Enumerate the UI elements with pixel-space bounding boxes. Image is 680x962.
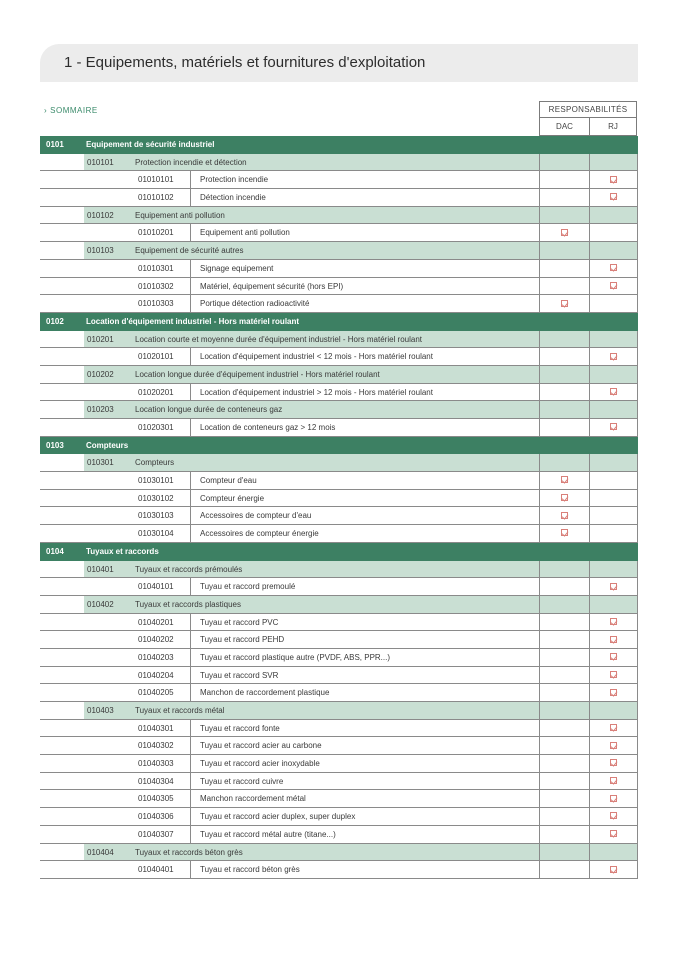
rj-cell [589, 171, 638, 188]
rj-cell [589, 561, 638, 578]
rj-cell [589, 507, 638, 524]
row-label: Tuyau et raccord PVC [200, 617, 279, 627]
checkbox-checked-icon [610, 724, 617, 731]
responsibilities-header [539, 101, 637, 136]
row-label: Location longue durée d'équipement industriel - Hors matériel roulant [135, 369, 380, 379]
row-code: 0104 [46, 546, 64, 556]
row-label: Signage equipement [200, 263, 274, 273]
rj-cell [589, 667, 638, 684]
page-title: 1 - Equipements, matériels et fournitures d'exploitation [64, 54, 426, 71]
rj-cell [589, 348, 638, 365]
row-label: Location d'équipement industriel > 12 mois - Hors matériel roulant [200, 387, 433, 397]
table-row-item [40, 631, 638, 649]
row-code: 010102 [87, 210, 114, 220]
table-row-item [40, 278, 638, 296]
row-label: Tuyaux et raccords métal [135, 706, 225, 715]
row-code: 010402 [87, 599, 114, 609]
column-divider [190, 278, 191, 295]
dac-cell [539, 207, 589, 224]
rj-cell [589, 490, 638, 507]
checkbox-checked-icon [610, 759, 617, 766]
table-row-section [40, 437, 638, 455]
checkbox-checked-icon [610, 636, 617, 643]
checkbox-checked-icon [561, 229, 568, 236]
row-code: 01010302 [138, 281, 174, 291]
rj-cell [589, 861, 638, 878]
checkbox-checked-icon [610, 742, 617, 749]
checkbox-checked-icon [610, 653, 617, 660]
row-label: Tuyau et raccord béton grès [200, 865, 300, 875]
table-row-subsection [40, 331, 638, 349]
row-code: 01040401 [138, 865, 174, 875]
column-divider [190, 861, 191, 878]
rj-cell [589, 295, 638, 312]
dac-cell [539, 525, 589, 542]
row-label: Tuyau et raccord acier duplex, super duplex [200, 812, 356, 822]
checkbox-checked-icon [561, 300, 568, 307]
checkbox-checked-icon [610, 689, 617, 696]
table-row-item [40, 808, 638, 826]
row-code: 01040302 [138, 741, 174, 751]
rj-cell [589, 472, 638, 489]
dac-cell [539, 295, 589, 312]
column-divider [190, 773, 191, 790]
rj-cell [589, 224, 638, 241]
row-code: 01020201 [138, 387, 174, 397]
row-label: Tuyau et raccord métal autre (titane...) [200, 829, 336, 839]
column-header-rj: RJ [589, 118, 637, 136]
dac-cell [539, 773, 589, 790]
row-code: 010201 [87, 334, 114, 344]
table-row-item [40, 384, 638, 402]
rj-cell [589, 684, 638, 701]
table-row-subsection [40, 702, 638, 720]
dac-cell [539, 189, 589, 206]
table-row-subsection [40, 844, 638, 862]
table-row-item [40, 773, 638, 791]
row-label: Accessoires de compteur d'eau [200, 511, 312, 521]
checkbox-checked-icon [610, 618, 617, 625]
dac-cell [539, 136, 589, 153]
dac-cell [539, 313, 589, 330]
dac-cell [539, 224, 589, 241]
column-divider [190, 790, 191, 807]
row-code: 01040204 [138, 670, 174, 680]
table-row-item [40, 720, 638, 738]
dac-cell [539, 348, 589, 365]
dac-cell [539, 278, 589, 295]
summary-link[interactable] [44, 106, 98, 115]
row-code: 01010201 [138, 228, 174, 238]
row-code: 01010102 [138, 193, 174, 203]
row-code: 01020101 [138, 352, 174, 362]
rj-cell [589, 702, 638, 719]
table-row-item [40, 472, 638, 490]
column-header-dac: DAC [539, 118, 590, 136]
row-code: 01040304 [138, 776, 174, 786]
row-code: 01040203 [138, 652, 174, 662]
checkbox-checked-icon [561, 512, 568, 519]
column-divider [190, 578, 191, 595]
table-row-subsection [40, 207, 638, 225]
column-divider [190, 826, 191, 843]
table-row-section [40, 313, 638, 331]
column-divider [190, 507, 191, 524]
dac-cell [539, 171, 589, 188]
table-row-item [40, 614, 638, 632]
table-row-item [40, 507, 638, 525]
table-row-item [40, 189, 638, 207]
dac-cell [539, 561, 589, 578]
row-label: Tuyau et raccord premoulé [200, 582, 296, 592]
checkbox-checked-icon [610, 388, 617, 395]
rj-cell [589, 631, 638, 648]
rj-cell [589, 596, 638, 613]
dac-cell [539, 614, 589, 631]
row-label: Protection incendie et détection [135, 157, 247, 167]
table-row-subsection [40, 401, 638, 419]
table-row-item [40, 260, 638, 278]
row-label: Location d'équipement industriel < 12 mois - Hors matériel roulant [200, 352, 433, 362]
rj-cell [589, 578, 638, 595]
checkbox-checked-icon [561, 529, 568, 536]
dac-cell [539, 454, 589, 471]
table-row-item [40, 578, 638, 596]
rj-cell [589, 313, 638, 330]
row-code: 010202 [87, 369, 114, 379]
checkbox-checked-icon [610, 795, 617, 802]
rj-cell [589, 278, 638, 295]
dac-cell [539, 490, 589, 507]
dac-cell [539, 596, 589, 613]
summary-label: SOMMAIRE [50, 106, 98, 115]
table-row-item [40, 737, 638, 755]
column-divider [190, 631, 191, 648]
checkbox-checked-icon [610, 671, 617, 678]
rj-cell [589, 454, 638, 471]
rj-cell [589, 773, 638, 790]
table-row-subsection [40, 596, 638, 614]
column-divider [190, 171, 191, 188]
row-code: 01040202 [138, 635, 174, 645]
rj-cell [589, 189, 638, 206]
dac-cell [539, 702, 589, 719]
row-label: Tuyau et raccord PEHD [200, 635, 285, 645]
rj-cell [589, 366, 638, 383]
table-row-item [40, 224, 638, 242]
row-code: 0101 [46, 140, 64, 149]
table-row-item [40, 861, 638, 879]
table-row-item [40, 171, 638, 189]
row-label: Tuyau et raccord acier au carbone [200, 741, 322, 751]
column-divider [190, 490, 191, 507]
row-code: 010404 [87, 847, 114, 857]
dac-cell [539, 667, 589, 684]
table-row-item [40, 348, 638, 366]
dac-cell [539, 242, 589, 259]
rj-cell [589, 808, 638, 825]
dac-cell [539, 826, 589, 843]
row-code: 01030102 [138, 493, 174, 503]
column-divider [190, 295, 191, 312]
row-label: Manchon de raccordement plastique [200, 688, 330, 698]
column-divider [190, 348, 191, 365]
dac-cell [539, 631, 589, 648]
row-code: 01040205 [138, 688, 174, 698]
table-row-item [40, 649, 638, 667]
row-label: Location de conteneurs gaz > 12 mois [200, 423, 336, 432]
column-divider [190, 737, 191, 754]
rj-cell [589, 207, 638, 224]
table-row-subsection [40, 366, 638, 384]
table-row-subsection [40, 561, 638, 579]
dac-cell [539, 755, 589, 772]
dac-cell [539, 154, 589, 171]
column-divider [190, 224, 191, 241]
checkbox-checked-icon [561, 494, 568, 501]
checkbox-checked-icon [610, 282, 617, 289]
dac-cell [539, 790, 589, 807]
table-row-item [40, 490, 638, 508]
column-divider [190, 419, 191, 436]
table-row-item [40, 790, 638, 808]
rj-cell [589, 384, 638, 401]
row-code: 01020301 [138, 423, 174, 432]
table-row-section [40, 136, 638, 154]
column-divider [190, 667, 191, 684]
row-code: 010101 [87, 157, 114, 167]
row-label: Tuyaux et raccords béton grès [135, 847, 243, 857]
row-label: Tuyaux et raccords [86, 546, 159, 556]
row-code: 010401 [87, 564, 114, 574]
row-code: 01040306 [138, 812, 174, 822]
dac-cell [539, 401, 589, 418]
table-row-subsection [40, 454, 638, 472]
row-code: 01040301 [138, 723, 174, 733]
dac-cell [539, 720, 589, 737]
table-row-item [40, 684, 638, 702]
rj-cell [589, 401, 638, 418]
rj-cell [589, 649, 638, 666]
dac-cell [539, 437, 589, 454]
row-code: 010403 [87, 706, 114, 715]
dac-cell [539, 684, 589, 701]
row-code: 01010303 [138, 299, 174, 309]
row-label: Tuyau et raccord acier inoxydable [200, 759, 320, 769]
row-label: Compteur énergie [200, 493, 265, 503]
dac-cell [539, 472, 589, 489]
column-divider [190, 525, 191, 542]
row-label: Tuyau et raccord cuivre [200, 776, 284, 786]
row-code: 01030104 [138, 529, 174, 539]
dac-cell [539, 366, 589, 383]
row-code: 0103 [46, 440, 64, 450]
responsibilities-title: RESPONSABILITÉS [539, 101, 637, 118]
checkbox-checked-icon [561, 476, 568, 483]
table-row-item [40, 419, 638, 437]
dac-cell [539, 419, 589, 436]
rj-cell [589, 614, 638, 631]
row-code: 010103 [87, 246, 114, 256]
row-label: Détection incendie [200, 193, 266, 203]
row-label: Equipement de sécurité industriel [86, 140, 215, 149]
checkbox-checked-icon [610, 423, 617, 430]
column-divider [190, 684, 191, 701]
dac-cell [539, 844, 589, 861]
checkbox-checked-icon [610, 812, 617, 819]
table-row-item [40, 826, 638, 844]
dac-cell [539, 507, 589, 524]
checkbox-checked-icon [610, 264, 617, 271]
table-row-subsection [40, 154, 638, 172]
checkbox-checked-icon [610, 830, 617, 837]
rj-cell [589, 419, 638, 436]
table-row-item [40, 525, 638, 543]
row-label: Portique détection radioactivité [200, 299, 310, 309]
dac-cell [539, 808, 589, 825]
column-divider [190, 472, 191, 489]
row-code: 01040201 [138, 617, 174, 627]
row-label: Location courte et moyenne durée d'équipement industriel - Hors matériel roulant [135, 334, 423, 344]
row-code: 01010101 [138, 175, 174, 185]
checkbox-checked-icon [610, 353, 617, 360]
rj-cell [589, 844, 638, 861]
rj-cell [589, 790, 638, 807]
rj-cell [589, 437, 638, 454]
column-divider [190, 384, 191, 401]
checkbox-checked-icon [610, 866, 617, 873]
table-row-section [40, 543, 638, 561]
row-label: Tuyau et raccord plastique autre (PVDF, ABS, PPR...) [200, 652, 391, 662]
row-label: Equipement de sécurité autres [135, 246, 244, 256]
rj-cell [589, 242, 638, 259]
table-row-subsection [40, 242, 638, 260]
column-divider [190, 260, 191, 277]
checkbox-checked-icon [610, 777, 617, 784]
page-title-bar [40, 44, 638, 82]
row-code: 01040303 [138, 759, 174, 769]
rj-cell [589, 720, 638, 737]
row-label: Compteur d'eau [200, 476, 257, 486]
column-divider [190, 189, 191, 206]
column-divider [190, 755, 191, 772]
row-code: 010301 [87, 458, 114, 468]
dac-cell [539, 331, 589, 348]
row-code: 01010301 [138, 263, 174, 273]
checkbox-checked-icon [610, 176, 617, 183]
row-label: Equipement anti pollution [135, 210, 225, 220]
rj-cell [589, 331, 638, 348]
row-label: Tuyau et raccord fonte [200, 723, 280, 733]
dac-cell [539, 260, 589, 277]
row-label: Protection incendie [200, 175, 269, 185]
dac-cell [539, 737, 589, 754]
row-label: Manchon raccordement métal [200, 794, 306, 804]
rj-cell [589, 525, 638, 542]
column-divider [190, 808, 191, 825]
row-label: Equipement anti pollution [200, 228, 290, 238]
category-table [40, 136, 638, 879]
column-divider [190, 649, 191, 666]
column-divider [190, 614, 191, 631]
row-label: Matériel, équipement sécurité (hors EPI) [200, 281, 344, 291]
rj-cell [589, 543, 638, 560]
rj-cell [589, 755, 638, 772]
checkbox-checked-icon [610, 193, 617, 200]
dac-cell [539, 543, 589, 560]
row-code: 0102 [46, 316, 64, 326]
rj-cell [589, 826, 638, 843]
rj-cell [589, 154, 638, 171]
dac-cell [539, 861, 589, 878]
row-code: 01040101 [138, 582, 174, 592]
row-code: 01030101 [138, 476, 174, 486]
rj-cell [589, 260, 638, 277]
row-label: Tuyaux et raccords prémoulés [135, 564, 243, 574]
row-code: 010203 [87, 405, 114, 415]
row-label: Compteurs [135, 458, 175, 468]
table-row-item [40, 667, 638, 685]
row-label: Tuyaux et raccords plastiques [135, 599, 241, 609]
rj-cell [589, 737, 638, 754]
chevron-right-icon: › [44, 106, 48, 115]
row-code: 01040307 [138, 829, 174, 839]
row-label: Tuyau et raccord SVR [200, 670, 279, 680]
table-row-item [40, 755, 638, 773]
dac-cell [539, 578, 589, 595]
row-label: Compteurs [86, 440, 129, 450]
row-code: 01030103 [138, 511, 174, 521]
checkbox-checked-icon [610, 583, 617, 590]
rj-cell [589, 136, 638, 153]
row-label: Accessoires de compteur énergie [200, 529, 319, 539]
dac-cell [539, 384, 589, 401]
row-label: Location d'équipement industriel - Hors matériel roulant [86, 316, 300, 326]
dac-cell [539, 649, 589, 666]
column-divider [190, 720, 191, 737]
table-row-item [40, 295, 638, 313]
row-label: Location longue durée de conteneurs gaz [135, 405, 283, 415]
row-code: 01040305 [138, 794, 174, 804]
